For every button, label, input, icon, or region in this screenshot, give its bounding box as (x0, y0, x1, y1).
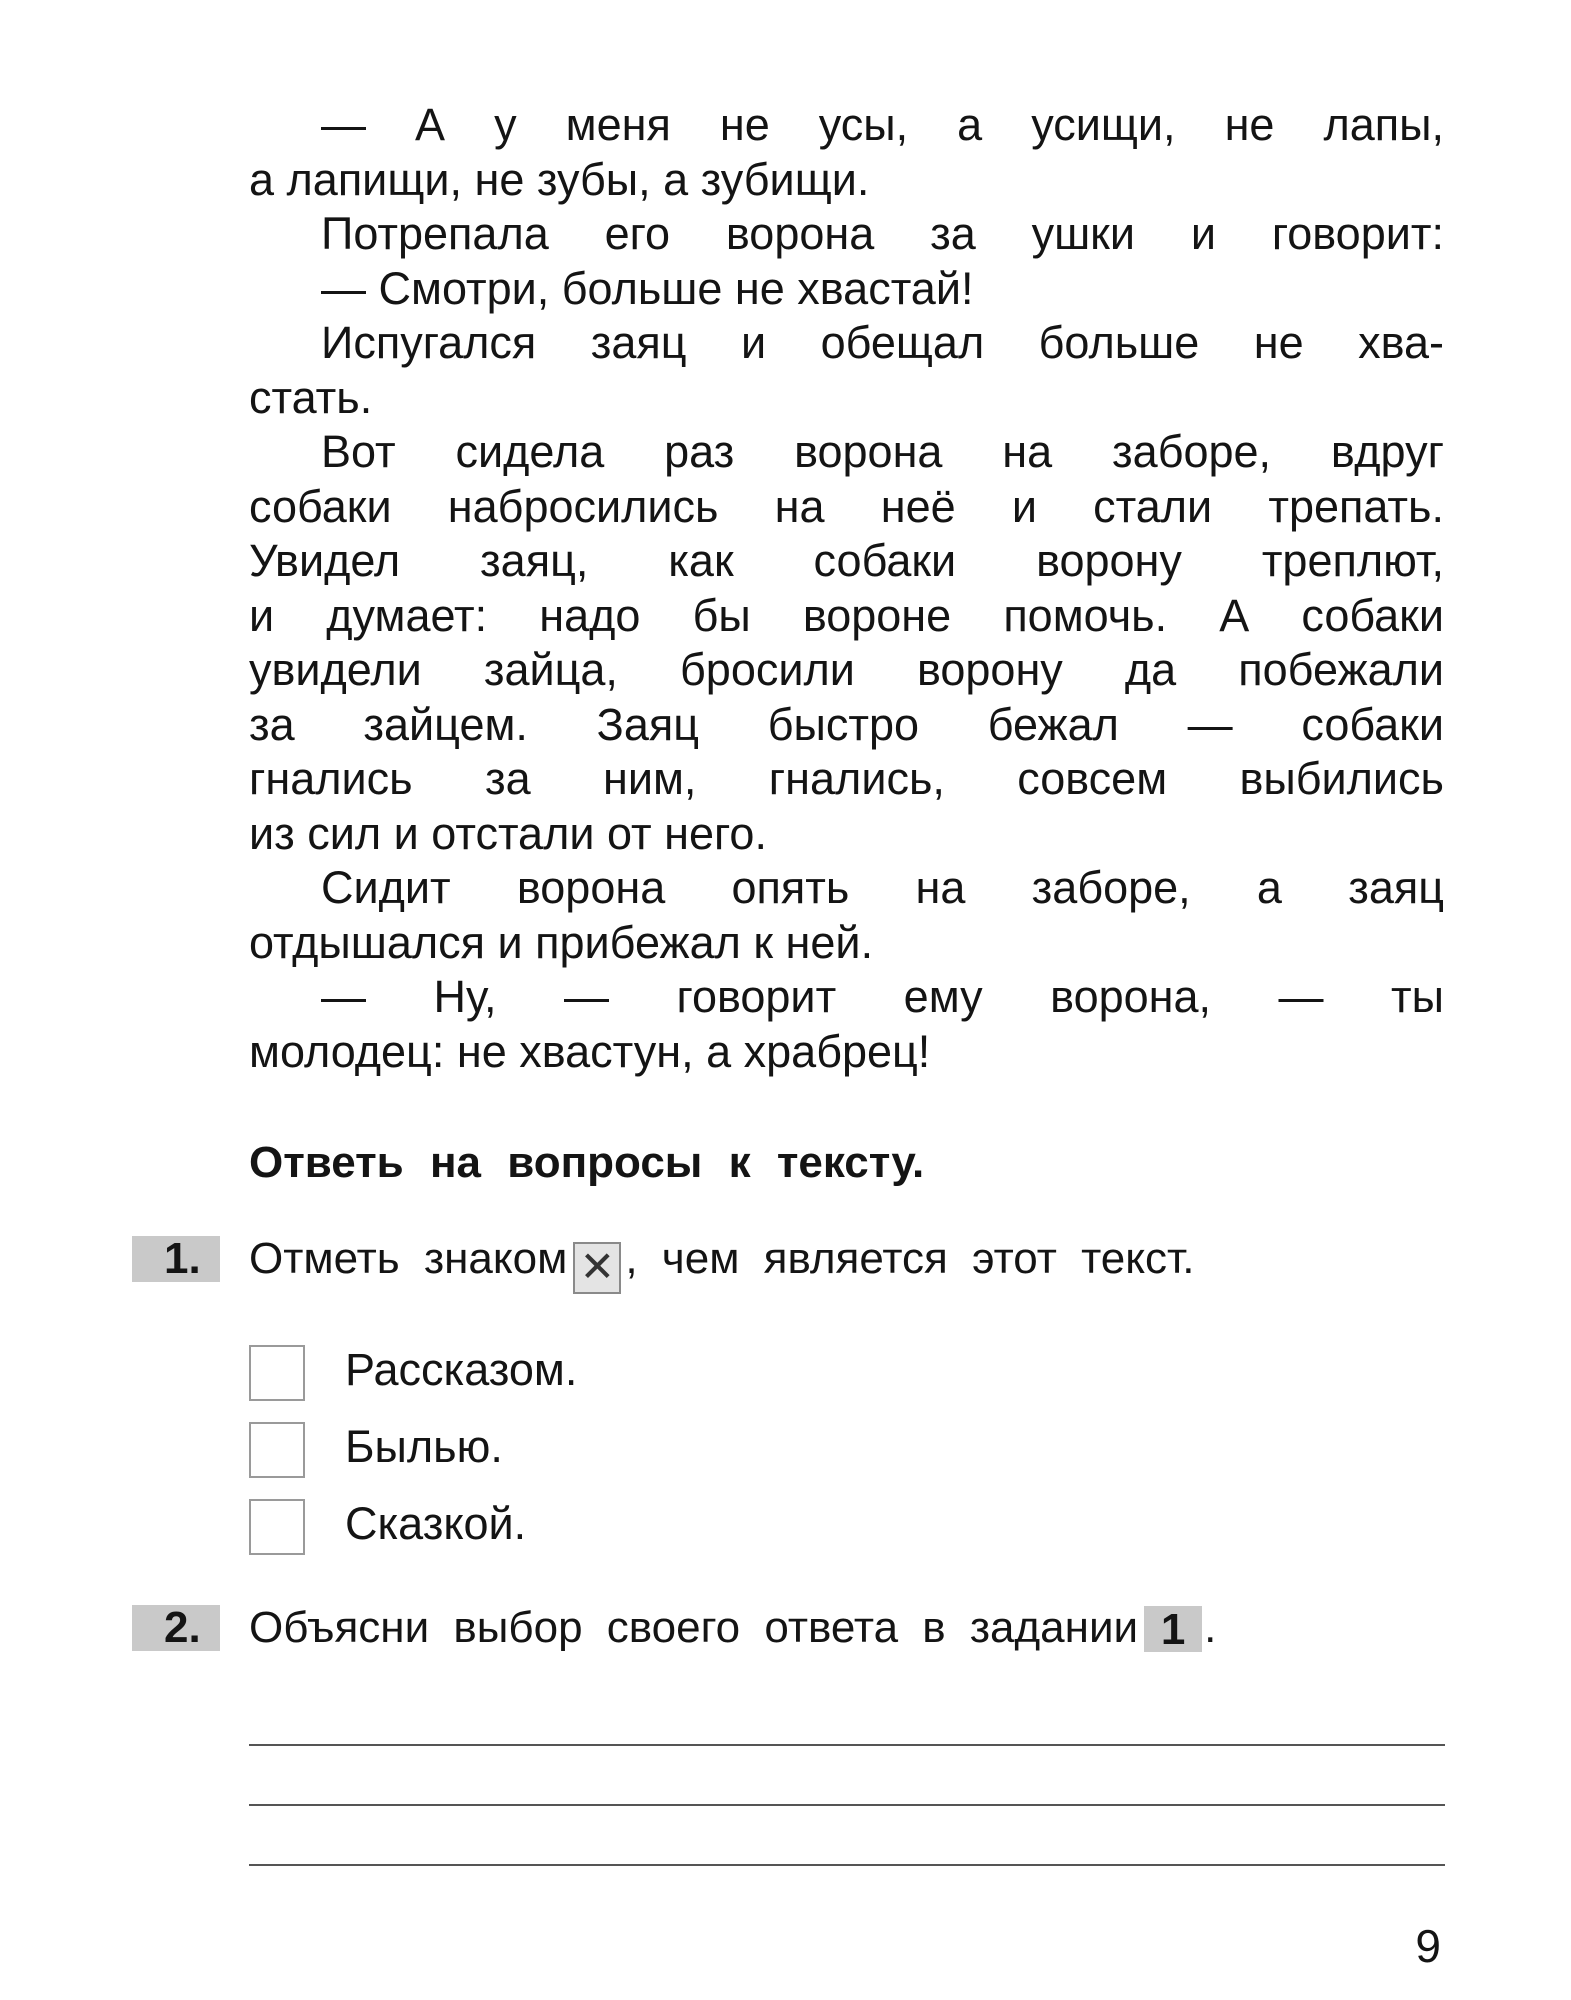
story-line: и думает: надо бы вороне помочь. А собаки (249, 589, 1444, 641)
answer-checkbox[interactable] (249, 1499, 305, 1555)
task-1-text-before: Отметь знаком (249, 1234, 568, 1283)
answer-line[interactable] (249, 1744, 1445, 1746)
story-line: собаки набросились на неё и стали трепать. (249, 480, 1444, 532)
task-number: 1. (164, 1234, 201, 1283)
story-line: Потрепала его ворона за ушки и говорит: (321, 208, 1444, 259)
task-2-prompt (249, 1597, 1216, 1659)
answer-line[interactable] (249, 1804, 1445, 1806)
task-1-prompt (249, 1228, 1194, 1294)
task-1 (132, 1228, 1452, 1288)
story-text (249, 98, 1444, 1079)
answer-line[interactable] (249, 1864, 1445, 1866)
story-line: за зайцем. Заяц быстро бежал — собаки (249, 698, 1444, 750)
story-line: из сил и отстали от него. (249, 807, 767, 859)
story-line: а лапищи, не зубы, а зубищи. (249, 153, 870, 205)
story-line: Сидит ворона опять на заборе, а заяц (321, 862, 1444, 913)
task-2 (132, 1597, 1452, 1657)
task-reference-badge: 1 (1144, 1606, 1202, 1652)
story-line: Испугался заяц и обещал больше не хва- (321, 317, 1444, 368)
story-line: стать. (249, 371, 373, 423)
story-line: Увидел заяц, как собаки ворону треплют, (249, 535, 1444, 586)
story-line: Вот сидела раз ворона на заборе, вдруг (321, 426, 1444, 477)
option-label: Былью. (345, 1421, 503, 1472)
story-line: отдышался и прибежал к ней. (249, 916, 874, 968)
task-number: 2. (164, 1603, 201, 1652)
task-2-text: Объясни выбор своего ответа в задании (249, 1603, 1139, 1652)
story-line: молодец: не хвастун, а храбрец! (249, 1025, 931, 1077)
cross-mark-icon: ✕ (573, 1242, 621, 1294)
story-line: — Ну, — говорит ему ворона, — ты (321, 971, 1444, 1022)
page-number: 9 (1415, 1920, 1441, 1972)
task-2-end: . (1204, 1603, 1217, 1652)
story-line: — А у меня не усы, а усищи, не лапы, (321, 99, 1444, 150)
option-label: Сказкой. (345, 1498, 527, 1549)
questions-heading: Ответь на вопросы к тексту. (249, 1138, 925, 1187)
answer-checkbox[interactable] (249, 1422, 305, 1478)
answer-checkbox[interactable] (249, 1345, 305, 1401)
story-line: гнались за ним, гнались, совсем выбились (249, 753, 1444, 804)
option-label: Рассказом. (345, 1344, 578, 1395)
task-1-text-after: , чем является этот текст. (625, 1234, 1195, 1283)
story-line: увидели зайца, бросили ворону да побежали (249, 644, 1444, 695)
story-line: — Смотри, больше не хвастай! (321, 262, 974, 314)
